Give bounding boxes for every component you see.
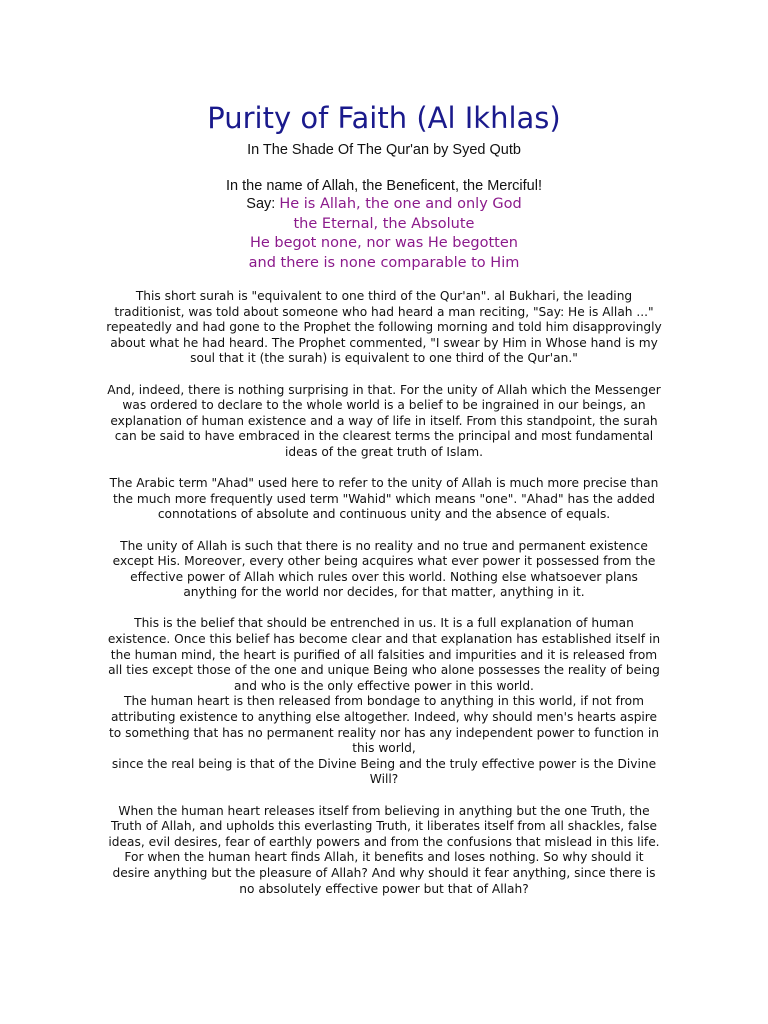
verse-line	[0, 195, 768, 215]
paragraph: This is the belief that should be entrenched in us. It is a full explanation of human existence. Once this belief has become clear and that explanation has established itself in the human mind, the heart is purified of all falsities and impurities and it is released from all ties except those of the one and unique Being who alone possesses the reality of being and who is the only effective power in this world.	[107, 616, 661, 693]
paragraph: The Arabic term "Ahad" used here to refer to the unity of Allah is much more precise than the much more frequently used term "Wahid" which means "one". "Ahad" has the added connotations of absolute and continuous unity and the absence of equals.	[109, 476, 659, 522]
page-title: Purity of Faith (Al Ikhlas)	[207, 101, 561, 135]
verse-line: and there is none comparable to Him	[248, 254, 520, 271]
verse-text: He is Allah, the one and only God	[279, 196, 522, 212]
commentary-body	[104, 289, 664, 897]
say-label: Say:	[246, 196, 280, 212]
page-subtitle: In The Shade Of The Qur'an by Syed Qutb	[247, 142, 521, 158]
paragraph: When the human heart releases itself from believing in anything but the one Truth, the Truth of Allah, and upholds this everlasting Truth, it liberates itself from all shackles, false ideas, evil desires, fear of earthly powers and from the confusions that mislead in this life.	[108, 803, 660, 849]
verse-line: the Eternal, the Absolute	[293, 215, 475, 232]
paragraph: And, indeed, there is nothing surprising in that. For the unity of Allah which the Messenger was ordered to declare to the whole world is a belief to be ingrained in our beings, an explanation of human existence and a way of life in itself. From this standpoint, the surah can be said to have embraced in the clearest terms the principal and most fundamental ideas of the great truth of Islam.	[107, 382, 661, 459]
paragraph: since the real being is that of the Divine Being and the truly effective power is the Divine Will?	[111, 756, 657, 787]
bismillah-line: In the name of Allah, the Beneficent, the Merciful!	[226, 178, 542, 194]
verse-line: He begot none, nor was He begotten	[250, 235, 518, 251]
paragraph: For when the human heart finds Allah, it benefits and loses nothing. So why should it desire anything but the pleasure of Allah? And why should it fear anything, since there is no absolutely effective power but that of Allah?	[112, 850, 656, 896]
paragraph: The human heart is then released from bondage to anything in this world, if not from attributing existence to anything else altogether. Indeed, why should men's hearts aspire to something that has no permanent reality nor has any independent power to function in this world,	[108, 694, 660, 756]
paragraph: This short surah is "equivalent to one third of the Qur'an". al Bukhari, the leading traditionist, was told about someone who had heard a man reciting, "Say: He is Allah ..." repeatedly and had gone to the Prophet the following morning and told him disapprovingly about what he had heard. The Prophet commented, "I swear by Him in Whose hand is my soul that it (the surah) is equivalent to one third of the Qur'an."	[106, 289, 662, 366]
paragraph: The unity of Allah is such that there is no reality and no true and permanent existence except His. Moreover, every other being acquires what ever power it possessed from the effective power of Allah which rules over this world. Nothing else whatsoever plans anything for the world nor decides, for that matter, anything in it.	[112, 538, 656, 600]
surah-verses	[0, 195, 768, 273]
